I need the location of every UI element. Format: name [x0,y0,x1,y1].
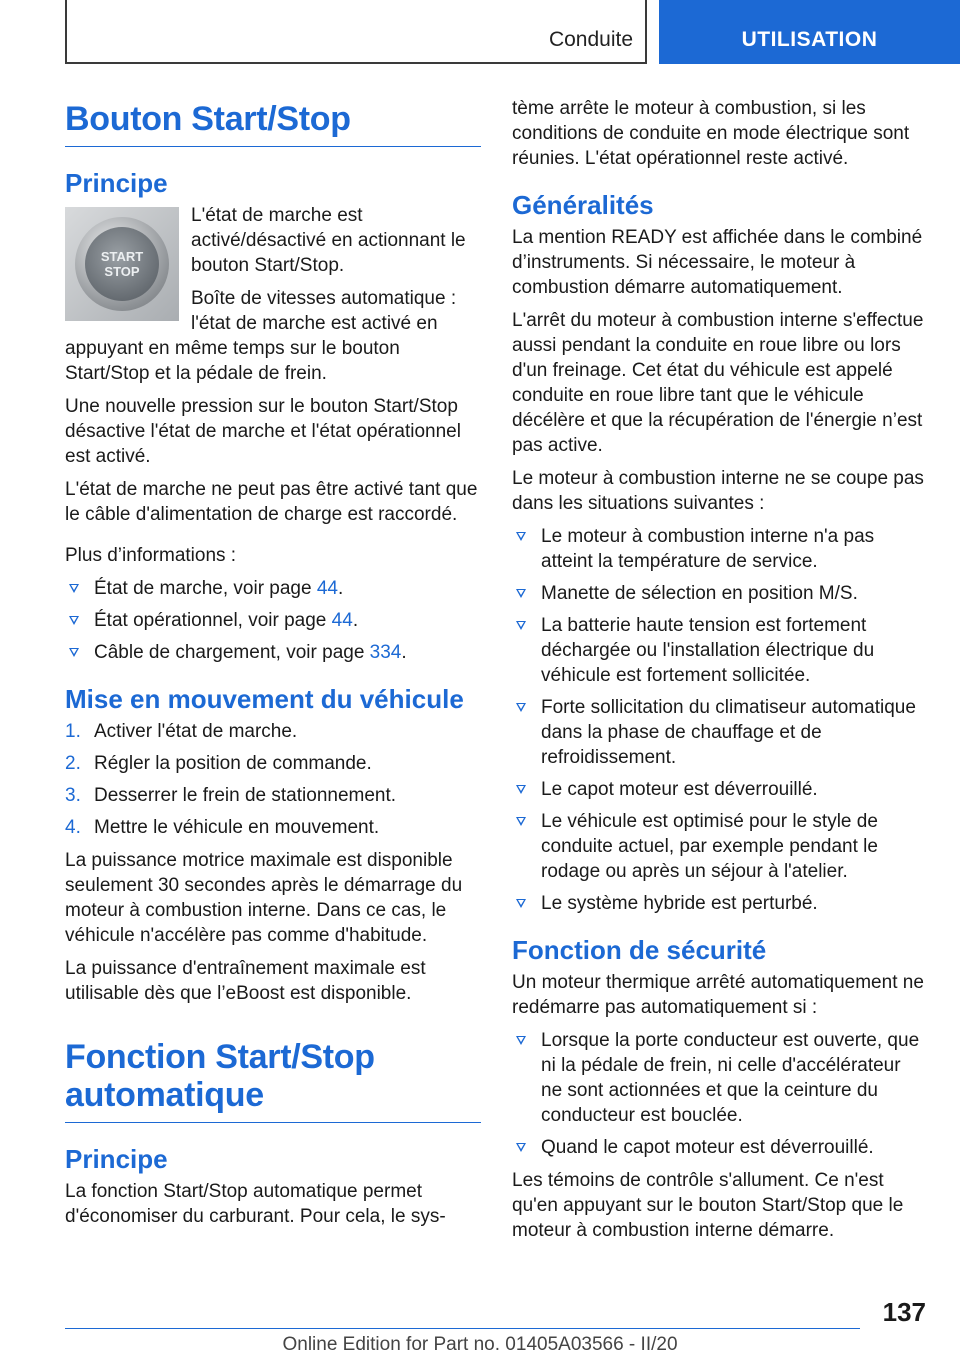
heading-principe-2: Principe [65,1144,168,1174]
triangle-bullet-icon [69,584,79,593]
right-column [512,96,926,1251]
steps-list [65,719,481,840]
list-item: 2. Régler la position de commande. [65,753,372,774]
situations-list [512,524,926,916]
page-link[interactable]: 44 [331,610,353,631]
step-number: 3. [65,785,81,806]
heading-mise-en-mouvement: Mise en mouvement du véhicule [65,684,464,714]
triangle-bullet-icon [516,589,526,598]
paragraph: Un moteur thermique arrêté automatiquement ne redémarre pas automatiquement si : [512,972,924,1018]
heading-securite: Fonction de sécurité [512,935,767,965]
footer-edition: Online Edition for Part no. 01405A03566 - II/20 [282,1334,678,1355]
list-item: Le véhicule est optimisé pour le style de conduite actuel, par exemple pendant le rodage ou après un séjour à l'atelier. [512,809,926,884]
page-link[interactable]: 334 [369,642,402,663]
page-title: Bouton Start/Stop [65,100,351,138]
list-item: État de marche, voir page 44. [65,576,481,601]
list-item: Quand le capot moteur est déverrouillé. [512,1135,926,1160]
triangle-bullet-icon [69,616,79,625]
list-item: 3. Desserrer le frein de stationnement. [65,785,397,806]
page-number: 137 [882,1297,926,1327]
triangle-bullet-icon [516,817,526,826]
paragraph: La fonction Start/Stop automatique permet d'économiser du carburant. Pour cela, le sys- [65,1181,446,1227]
step-number: 4. [65,817,81,838]
list-item: Câble de chargement, voir page 334. [65,640,481,665]
more-info-label: Plus d’informations : [65,545,237,566]
list-item: Le moteur à combustion interne n'a pas atteint la température de service. [512,524,926,574]
triangle-bullet-icon [516,1143,526,1152]
section-heading-start-stop [65,100,481,147]
button-label-start: START [100,249,144,264]
list-item: Le système hybride est perturbé. [512,891,926,916]
list-item: 1. Activer l'état de marche. [65,721,298,742]
list-item: État opérationnel, voir page 44. [65,608,481,633]
paragraph: La puissance motrice maximale est disponible seulement 30 secondes après le démarrage du moteur à combustion interne. Dans ce cas, le véhicule n'accélère pas comme d'habitude. [65,850,463,946]
triangle-bullet-icon [516,899,526,908]
paragraph: Boîte de vitesses automatique : l'état de marche est activé en appuyant en même temps sur le bouton Start/Stop et la pédale de frein. [65,288,457,384]
page-link[interactable]: 44 [316,578,338,599]
paragraph: Les témoins de contrôle s'allument. Ce n'est qu'en appuyant sur le bouton Start/Stop que le moteur à combustion interne démarre. [512,1170,904,1241]
paragraph: tème arrête le moteur à combustion, si les conditions de conduite en mode électrique sont réunies. L'état opérationnel reste activé. [512,98,910,169]
triangle-bullet-icon [516,532,526,541]
list-item: 4. Mettre le véhicule en mouvement. [65,817,380,838]
principe-block [65,203,481,394]
paragraph: L'arrêt du moteur à combustion interne s'effectue aussi pendant la conduite en roue libre ou lors d'un freinage. Cet état du véhicule est appelé conduite en roue libre tant que le véhicule décélère et que la récupération de l'énergie n’est pas active. [512,310,924,456]
section-heading-auto-start-stop [65,1038,481,1123]
security-list [512,1028,926,1160]
triangle-bullet-icon [516,703,526,712]
triangle-bullet-icon [69,648,79,657]
paragraph: L'état de marche ne peut pas être activé tant que le câble d'alimentation de charge est raccordé. [65,479,478,525]
list-item: Manette de sélection en position M/S. [512,581,926,606]
paragraph: La mention READY est affichée dans le combiné d’instruments. Si nécessaire, le moteur à combustion démarre automatiquement. [512,227,923,298]
button-label-stop: STOP [104,264,140,279]
step-number: 1. [65,721,81,742]
footer-divider [65,1328,860,1329]
reference-list [65,576,481,665]
list-item: La batterie haute tension est fortement déchargée ou l'installation électrique du véhicule est fortement sollicitée. [512,613,926,688]
left-column [65,100,481,1237]
paragraph: L'état de marche est activé/désactivé en actionnant le bouton Start/Stop. [191,205,466,276]
list-item: Forte sollicitation du climatiseur automatique dans la phase de chauffage et de refroidissement. [512,695,926,770]
start-stop-icon [85,227,159,301]
paragraph: La puissance d'entraînement maximale est utilisable dès que l’eBoost est disponible. [65,958,426,1004]
paragraph: Une nouvelle pression sur le bouton Start/Stop désactive l'état de marche et l'état opérationnel est activé. [65,396,461,467]
section-title: Fonction Start/Stop automatique [65,1038,375,1114]
triangle-bullet-icon [516,785,526,794]
triangle-bullet-icon [516,1036,526,1045]
list-item: Le capot moteur est déverrouillé. [512,777,926,802]
list-item: Lorsque la porte conducteur est ouverte, que ni la pédale de frein, ni celle d'accélérateur ne sont actionnées et que la ceinture du conducteur est bouclée. [512,1028,926,1128]
paragraph: Le moteur à combustion interne ne se coupe pas dans les situations suivantes : [512,468,924,514]
header-section-title: Conduite [548,28,633,51]
triangle-bullet-icon [516,621,526,630]
heading-principe: Principe [65,168,168,198]
heading-generalites: Généralités [512,190,654,220]
start-stop-button-image [65,207,179,321]
step-number: 2. [65,753,81,774]
header-chapter-tab[interactable]: UTILISATION [659,0,960,64]
